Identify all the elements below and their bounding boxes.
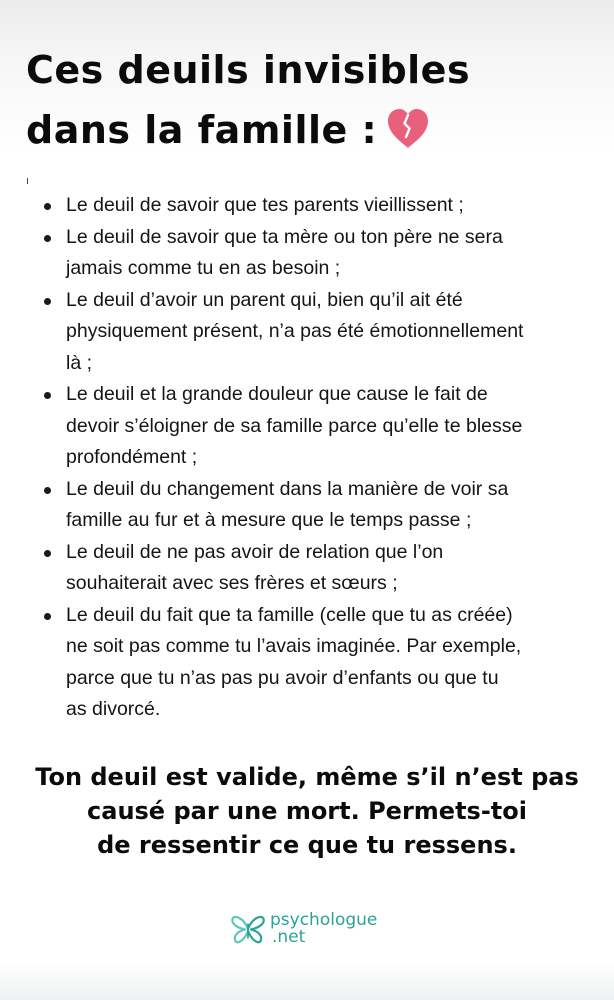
list-item <box>0 190 614 222</box>
list-item-text: Le deuil du fait que ta famille (celle que tu as créée) ne soit pas comme tu l’avais imaginée. Par exemple, parce que tu n’as pas pu avoir d’enfants ou que tu as divorcé. <box>66 603 522 720</box>
list-item <box>0 379 614 474</box>
bullet-icon <box>44 235 51 242</box>
bullet-icon <box>44 203 51 210</box>
page-title <box>26 40 586 160</box>
bullet-icon <box>44 298 51 305</box>
title-line-2-text: dans la famille : <box>26 108 378 152</box>
closing-line-2: causé par une mort. Permets-toi <box>87 797 527 825</box>
title-line-1: Ces deuils invisibles <box>26 48 471 92</box>
bullet-icon <box>44 550 51 557</box>
logo-wordmark <box>270 912 377 946</box>
closing-line-3: de ressentir ce que tu ressens. <box>97 831 517 859</box>
logo-line-1: psychologue <box>270 910 378 930</box>
list-item-text: Le deuil de ne pas avoir de relation que l’on souhaiterait avec ses frères et sœurs ; <box>66 540 444 594</box>
list-item <box>0 600 614 726</box>
list-item <box>0 474 614 537</box>
list-item-text: Le deuil du changement dans la manière de voir sa famille au fur et à mesure que le temps passe ; <box>66 477 509 531</box>
closing-message <box>0 760 614 862</box>
bullet-icon <box>44 392 51 399</box>
butterfly-icon <box>230 912 266 946</box>
list-item-text: Le deuil de savoir que tes parents vieillissent ; <box>66 194 464 216</box>
closing-line-1: Ton deuil est valide, même s’il n’est pas <box>35 763 579 791</box>
decorative-tick <box>27 178 28 184</box>
list-item <box>0 537 614 600</box>
list-item <box>0 222 614 285</box>
list-item-text: Le deuil et la grande douleur que cause le fait de devoir s’éloigner de sa famille parce qu’elle te blesse profondément ; <box>66 383 523 468</box>
list-item-text: Le deuil d’avoir un parent qui, bien qu’il ait été physiquement présent, n’a pas été émotionnellement là ; <box>66 288 524 374</box>
title-line-2 <box>26 100 586 160</box>
bullet-icon <box>44 487 51 494</box>
psychologue-logo[interactable] <box>230 910 400 950</box>
deuils-list <box>0 190 614 726</box>
logo-line-2: .net <box>272 927 306 947</box>
broken-heart-icon <box>385 107 431 149</box>
bullet-icon <box>44 613 51 620</box>
list-item-text: Le deuil de savoir que ta mère ou ton père ne sera jamais comme tu en as besoin ; <box>66 225 503 279</box>
list-item <box>0 285 614 380</box>
